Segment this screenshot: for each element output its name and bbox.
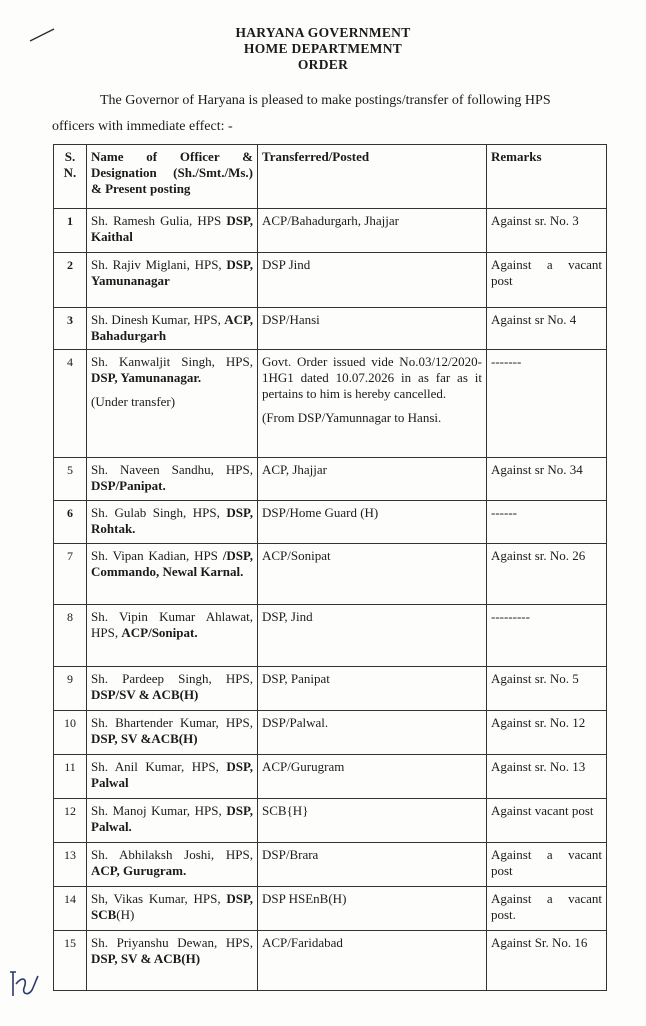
row-remarks: Against vacant post [487, 799, 607, 843]
row-officer [87, 887, 258, 931]
row-sn: 12 [54, 799, 87, 843]
row-sn: 5 [54, 458, 87, 501]
row-posted: DSP/Palwal. [258, 711, 487, 755]
row-posted: ACP/Bahadurgarh, Jhajjar [258, 209, 487, 253]
table-row [54, 711, 607, 755]
officer-designation: /DSP, Commando, Newal Karnal. [91, 548, 254, 579]
row-sn: 10 [54, 711, 87, 755]
officer-name: Sh. Vipin Kumar Ahlawat, HPS, [91, 609, 253, 640]
header-sn: S. N. [54, 145, 87, 209]
officer-designation: DSP, Yamunanagar. [91, 370, 202, 385]
officer-designation: DSP, Rohtak. [91, 505, 253, 536]
row-sn: 13 [54, 843, 87, 887]
row-officer [87, 931, 258, 991]
row-officer [87, 605, 258, 667]
table-row [54, 667, 607, 711]
officer-name: Sh. Priyanshu Dewan, HPS, [91, 935, 253, 950]
row-remarks: Against a vacant post [487, 843, 607, 887]
officer-name: Sh. Ramesh Gulia, HPS [91, 213, 222, 228]
officer-name: Sh. Bhartender Kumar, HPS, [91, 715, 253, 730]
row-sn: 14 [54, 887, 87, 931]
row-remarks: Against a vacant post [487, 253, 607, 308]
officer-name: Sh. Dinesh Kumar, HPS, [91, 312, 221, 327]
officer-designation: DSP, SCB [91, 891, 253, 922]
row-posted: ACP/Faridabad [258, 931, 487, 991]
officer-designation: DSP, SV & ACB(H) [91, 951, 201, 966]
heading-department: HOME DEPARTMEMNT [243, 41, 403, 56]
officer-name: Sh. Abhilaksh Joshi, HPS, [91, 847, 253, 862]
posted-order-text: Govt. Order issued vide No.03/12/2020-1HG1 dated 10.07.2026 in as far as it pertains to him is hereby cancelled. [262, 354, 482, 401]
table-row [54, 308, 607, 350]
officer-name: Sh. Anil Kumar, HPS, [91, 759, 219, 774]
table-row [54, 501, 607, 544]
table-row [54, 544, 607, 605]
officer-designation: DSP, SV &ACB(H) [91, 731, 198, 746]
row-remarks: Against sr No. 34 [487, 458, 607, 501]
row-remarks: Against sr. No. 26 [487, 544, 607, 605]
intro-line-2: officers with immediate effect: - [52, 119, 233, 134]
row-sn: 9 [54, 667, 87, 711]
row-posted: DSP/Home Guard (H) [258, 501, 487, 544]
table-row [54, 887, 607, 931]
officer-name: Sh. Kanwaljit Singh, HPS, [91, 354, 253, 369]
table-row [54, 458, 607, 501]
row-officer [87, 458, 258, 501]
table-row [54, 931, 607, 991]
table-row [54, 209, 607, 253]
officer-name: Sh. Pardeep Singh, HPS, [91, 671, 253, 686]
header-posted: Transferred/Posted [258, 145, 487, 209]
officer-name: Sh. Vipan Kadian, HPS [91, 548, 218, 563]
row-officer [87, 667, 258, 711]
row-posted: ACP/Gurugram [258, 755, 487, 799]
table-row [54, 755, 607, 799]
row-remarks: Against sr. No. 12 [487, 711, 607, 755]
row-posted: DSP/Hansi [258, 308, 487, 350]
postings-table [53, 144, 607, 991]
row-posted: DSP Jind [258, 253, 487, 308]
row-posted: DSP, Jind [258, 605, 487, 667]
header-name: Name of Officer & Designation (Sh./Smt./Ms.) & Present posting [87, 145, 258, 209]
row-remarks: Against sr. No. 5 [487, 667, 607, 711]
officer-name: Sh. Rajiv Miglani, HPS, [91, 257, 222, 272]
row-sn: 2 [54, 253, 87, 308]
officer-designation: ACP/Sonipat. [121, 625, 198, 640]
row-posted: ACP/Sonipat [258, 544, 487, 605]
row-sn: 3 [54, 308, 87, 350]
document-heading [0, 25, 646, 73]
row-officer [87, 308, 258, 350]
row-sn: 8 [54, 605, 87, 667]
table-row [54, 843, 607, 887]
row-remarks: Against Sr. No. 16 [487, 931, 607, 991]
row-posted: DSP/Brara [258, 843, 487, 887]
officer-note: (Under transfer) [91, 394, 176, 409]
row-officer [87, 253, 258, 308]
table-row [54, 253, 607, 308]
intro-line-1: The Governor of Haryana is pleased to make postings/transfer of following HPS [100, 93, 551, 108]
officer-designation: DSP, Kaithal [91, 213, 254, 244]
officer-name: Sh. Gulab Singh, HPS, [91, 505, 220, 520]
initials-signature-icon [6, 966, 40, 1002]
posted-note: (From DSP/Yamunnagar to Hansi. [262, 410, 442, 425]
officer-designation: DSP, Palwal. [91, 803, 253, 834]
row-sn: 1 [54, 209, 87, 253]
officer-designation: DSP/Panipat. [91, 478, 166, 493]
row-remarks: ------- [487, 350, 607, 458]
table-header-row [54, 145, 607, 209]
row-remarks: Against sr. No. 13 [487, 755, 607, 799]
header-remarks: Remarks [487, 145, 607, 209]
row-officer [87, 544, 258, 605]
row-officer [87, 843, 258, 887]
row-remarks: Against sr No. 4 [487, 308, 607, 350]
row-sn: 6 [54, 501, 87, 544]
officer-name: Sh. Manoj Kumar, HPS, [91, 803, 222, 818]
row-remarks: --------- [487, 605, 607, 667]
row-sn: 15 [54, 931, 87, 991]
officer-name: Sh, Vikas Kumar, HPS, [91, 891, 221, 906]
officer-designation: DSP, Palwal [91, 759, 253, 790]
row-sn: 4 [54, 350, 87, 458]
row-posted: DSP HSEnB(H) [258, 887, 487, 931]
officer-designation: DSP, Yamunanagar [91, 257, 253, 288]
table-row [54, 605, 607, 667]
row-remarks: Against sr. No. 3 [487, 209, 607, 253]
intro-paragraph [52, 88, 612, 140]
officer-designation: DSP/SV & ACB(H) [91, 687, 199, 702]
officer-name: Sh. Naveen Sandhu, HPS, [91, 462, 253, 477]
row-posted: SCB{H} [258, 799, 487, 843]
row-sn: 7 [54, 544, 87, 605]
row-officer [87, 501, 258, 544]
row-sn: 11 [54, 755, 87, 799]
heading-order: ORDER [297, 57, 349, 72]
officer-designation-tail: (H) [116, 907, 135, 922]
row-posted [258, 350, 487, 458]
table-row [54, 350, 607, 458]
officer-designation: ACP, Gurugram. [91, 863, 187, 878]
row-posted: ACP, Jhajjar [258, 458, 487, 501]
row-remarks: ------ [487, 501, 607, 544]
row-officer [87, 209, 258, 253]
row-officer [87, 755, 258, 799]
table-row [54, 799, 607, 843]
row-posted: DSP, Panipat [258, 667, 487, 711]
row-officer [87, 799, 258, 843]
row-officer [87, 711, 258, 755]
row-remarks: Against a vacant post. [487, 887, 607, 931]
heading-government: HARYANA GOVERNMENT [235, 25, 411, 40]
officer-designation: ACP, Bahadurgarh [91, 312, 253, 343]
row-officer [87, 350, 258, 458]
